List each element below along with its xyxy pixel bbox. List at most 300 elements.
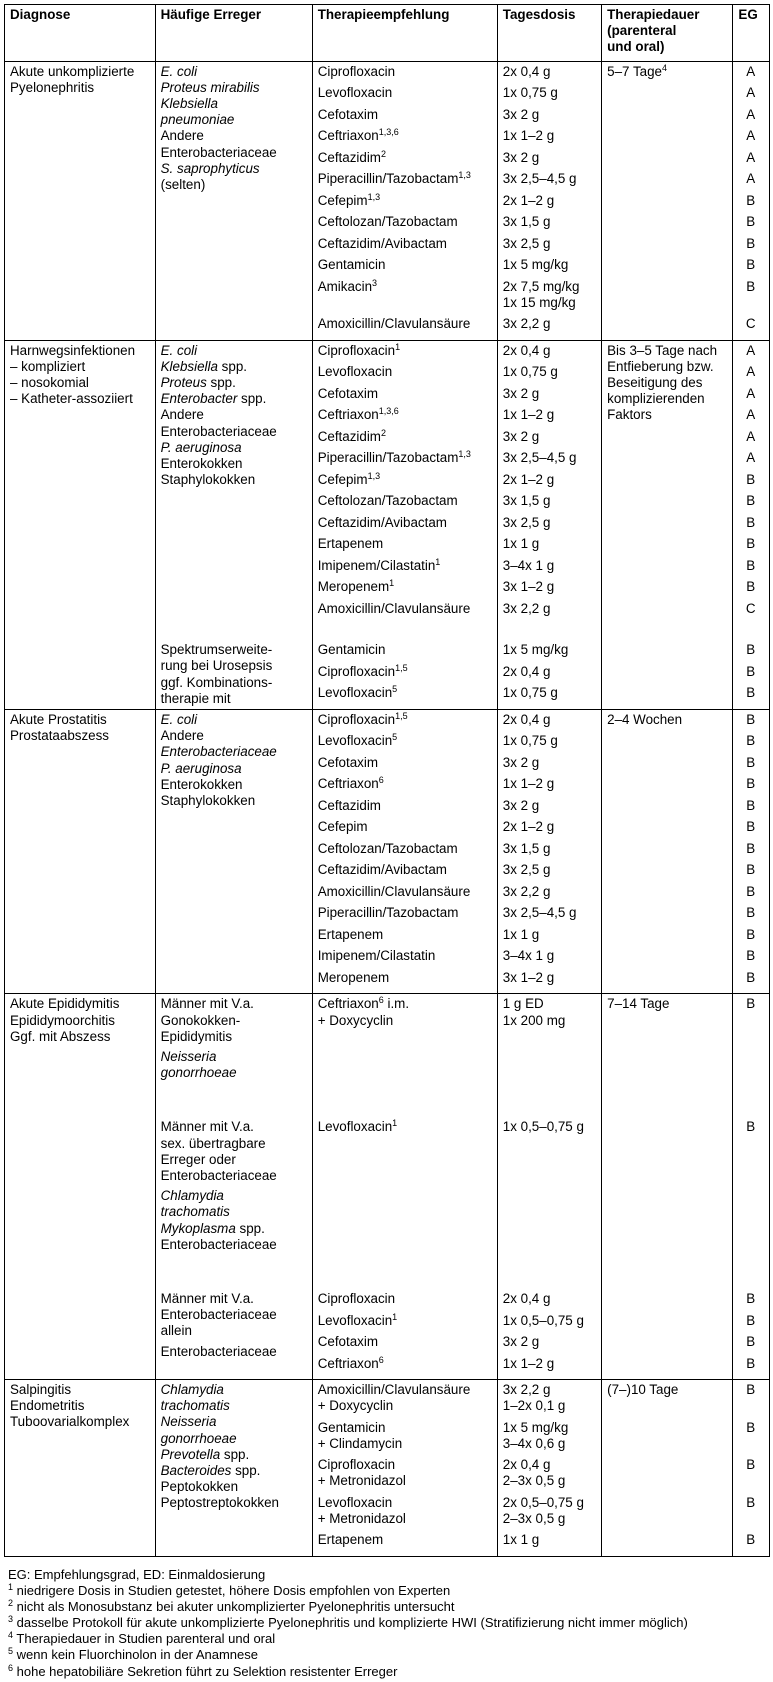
- drug-group: [318, 996, 491, 1028]
- eg-value: B: [746, 797, 756, 813]
- erreger-cell: [155, 1380, 312, 1557]
- erreger-group: [161, 996, 306, 1081]
- dose-line: 1x 1 g: [502, 1532, 540, 1548]
- drug-name: [318, 493, 491, 515]
- drug-label: Piperacillin/Tazobactam: [317, 905, 459, 921]
- erreger-line: [161, 128, 306, 144]
- erreger-cell: [155, 61, 312, 340]
- dose-line: 1x 1–2 g: [502, 407, 555, 423]
- drug-label: Amoxicillin/Clavulansäure: [317, 600, 471, 616]
- drug-name: [318, 85, 491, 107]
- dose-group: [503, 1532, 595, 1554]
- dose-line: 1x 0,75 g: [502, 85, 558, 101]
- erreger-name: Klebsiella: [160, 358, 218, 374]
- erreger-name: P. aeruginosa: [160, 439, 242, 455]
- spacer: [161, 1253, 306, 1291]
- drug-group: [318, 1119, 491, 1135]
- dose-line: 1x 1–2 g: [502, 1355, 555, 1371]
- footnote-number: 1: [8, 1582, 14, 1593]
- erreger-name: (selten): [160, 177, 206, 193]
- drug-name: [318, 279, 491, 317]
- drug-group: [318, 1420, 491, 1458]
- header-dauer: [602, 5, 733, 62]
- erreger-suffix: spp.: [239, 1220, 265, 1236]
- drug-line: + Clindamycin: [317, 1435, 403, 1451]
- drug-name: [318, 515, 491, 537]
- eg-value: B: [746, 257, 756, 273]
- drug-name: [318, 819, 491, 841]
- urosepsis-line: Spektrumserweite-: [160, 642, 273, 658]
- dose-line: 1x 1–2 g: [502, 128, 555, 144]
- eg-value: B: [746, 905, 756, 921]
- dose-line: 3x 2 g: [502, 754, 540, 770]
- header-dauer-sub1: (parenteral: [607, 23, 677, 39]
- drug-label: Ceftazidim: [317, 797, 381, 813]
- dose-line: 3x 2,2 g: [502, 1382, 551, 1398]
- dose-value: [503, 407, 595, 429]
- eg-value: A: [746, 342, 756, 358]
- drug-name: [318, 927, 491, 949]
- dose-value: [503, 493, 595, 515]
- eg-value: A: [746, 149, 756, 165]
- drug-name: [318, 214, 491, 236]
- drug-label: Ceftolozan/Tazobactam: [317, 493, 458, 509]
- drug-label: Cefotaxim: [317, 1334, 378, 1350]
- header-therapie: Therapieempfehlung: [312, 5, 497, 62]
- dose-line: 1x 0,5–0,75 g: [502, 1119, 584, 1135]
- eg-value: A: [746, 63, 756, 79]
- diagnose-line: Ggf. mit Abszess: [10, 1028, 111, 1044]
- drug-label: Ceftolozan/Tazobactam: [317, 840, 458, 856]
- dose-line: 2–3x 0,5 g: [502, 1473, 566, 1489]
- dose-line: 3x 1,5 g: [502, 840, 551, 856]
- dauer-cell: [602, 61, 733, 340]
- drug-line: Levofloxacin: [317, 1494, 393, 1510]
- dose-line: 2x 0,4 g: [502, 663, 551, 679]
- header-dauer-sub2: und oral): [607, 39, 665, 55]
- erreger-line: trachomatis: [160, 1204, 230, 1220]
- erreger-suffix: spp.: [217, 358, 247, 374]
- dose-value: [503, 150, 595, 172]
- dauer-line: Entfieberung bzw.: [607, 358, 714, 374]
- erreger-line: sex. übertragbare: [160, 1135, 266, 1151]
- erreger-name: P. aeruginosa: [160, 760, 242, 776]
- drug-label: Meropenem: [317, 579, 390, 595]
- spacer: [503, 1136, 595, 1291]
- eg-value: B: [746, 840, 756, 856]
- dose-line: 3x 2 g: [502, 797, 540, 813]
- drug-label: Ceftazidim: [317, 149, 381, 165]
- eg-value: A: [746, 450, 756, 466]
- footnote-number: 5: [8, 1646, 14, 1657]
- dose-line: 2x 1–2 g: [502, 471, 555, 487]
- dose-line: 1x 1 g: [502, 536, 540, 552]
- erreger-line: [161, 343, 306, 359]
- dose-line: 3x 2,5–4,5 g: [502, 171, 577, 187]
- drug-label: Cefotaxim: [317, 106, 378, 122]
- dose-line: 3x 1–2 g: [502, 969, 555, 985]
- eg-value: B: [746, 235, 756, 251]
- footnote-text: niedrigere Dosis in Studien getestet, höhere Dosis empfohlen von Experten: [13, 1583, 451, 1599]
- drug-label: Ciprofloxacin: [317, 711, 396, 727]
- drug-line: [318, 1119, 491, 1135]
- drug-name: [318, 193, 491, 215]
- dosis-cell: [497, 1380, 601, 1557]
- footnote-ref: 3: [372, 277, 378, 288]
- dose-line: 1x 5 mg/kg: [502, 642, 569, 658]
- diagnose-line: Endometritis: [10, 1398, 85, 1414]
- drug-label: Ceftazidim/Avibactam: [317, 862, 447, 878]
- dauer-cell: [602, 340, 733, 709]
- dose-value: [503, 819, 595, 841]
- drug-name: [318, 579, 491, 601]
- drug-label: Ciprofloxacin: [317, 63, 396, 79]
- spacer: [503, 622, 595, 642]
- section-row: [5, 61, 770, 340]
- spacer: [161, 1081, 306, 1119]
- erreger-line: [161, 761, 306, 777]
- drug-line: [318, 1013, 491, 1029]
- dose-value: [503, 171, 595, 193]
- erreger-line: Enterobacteriaceae: [160, 1236, 277, 1252]
- erreger-name: Enterobacteriaceae: [160, 144, 277, 160]
- drug-line: + Doxycyclin: [317, 1398, 394, 1414]
- section-row: [5, 994, 770, 1380]
- drug-name: [318, 776, 491, 798]
- footnotes: [8, 1567, 768, 1680]
- drug-label: Levofloxacin: [317, 1312, 393, 1328]
- therapie-cell: [312, 340, 497, 709]
- erreger-line: Männer mit V.a.: [160, 1119, 254, 1135]
- footnote-text: nicht als Monosubstanz bei akuter unkomplizierter Pyelonephritis untersucht: [13, 1599, 455, 1615]
- table-body: [5, 61, 770, 1556]
- drug-label: Gentamicin: [317, 257, 386, 273]
- dose-line: 3x 1–2 g: [502, 579, 555, 595]
- drug-group: [318, 1457, 491, 1495]
- drug-label: Ceftriaxon: [317, 776, 379, 792]
- erreger-name: E. coli: [160, 342, 198, 358]
- erreger-cell: [155, 340, 312, 709]
- dose-line: 3x 2 g: [502, 385, 540, 401]
- drug-name: [318, 386, 491, 408]
- eg-value: B: [746, 557, 756, 573]
- drug-label: Ceftazidim/Avibactam: [317, 235, 447, 251]
- eg-value: A: [746, 171, 756, 187]
- footnote-line: [8, 1583, 768, 1599]
- eg-value: B: [746, 996, 756, 1012]
- drug-name: [318, 884, 491, 906]
- dose-value: [503, 927, 595, 949]
- dose-value: [503, 1291, 595, 1313]
- spacer: [318, 1029, 491, 1120]
- eg-cell: [733, 994, 770, 1380]
- erreger-line: [161, 1414, 306, 1430]
- erreger-name: Enterokokken: [160, 776, 243, 792]
- eg-value: B: [746, 1494, 756, 1510]
- drug-name: [318, 450, 491, 472]
- footnote-ref: 6: [378, 775, 384, 786]
- drug-label: Cefepim: [317, 471, 368, 487]
- erreger-line: Männer mit V.a.: [160, 1291, 254, 1307]
- drug-label: Gentamicin: [317, 642, 386, 658]
- eg-value: B: [746, 192, 756, 208]
- dauer-cell: [602, 709, 733, 994]
- erreger-italic-block: [161, 1049, 306, 1081]
- dose-line: 3x 2,2 g: [502, 600, 551, 616]
- dose-value: [503, 905, 595, 927]
- dosis-cell: [497, 61, 601, 340]
- erreger-line: [161, 440, 306, 456]
- footnote-line: [8, 1567, 768, 1583]
- erreger-name: Chlamydia: [160, 1382, 224, 1398]
- footnote-ref: 1: [392, 1311, 398, 1322]
- footnote-text: wenn kein Fluorchinolon in der Anamnese: [13, 1647, 258, 1663]
- eg-value: B: [746, 819, 756, 835]
- eg-value: A: [746, 364, 756, 380]
- drug-label: Ertapenem: [317, 926, 384, 942]
- drug-line: Ertapenem: [317, 1532, 384, 1548]
- dose-line: 2x 7,5 mg/kg: [502, 278, 580, 294]
- footnote-text: dasselbe Protokoll für akute unkomplizierte Pyelonephritis und komplizierte HWI (Stratifizierung nicht immer möglich): [13, 1615, 688, 1631]
- eg-value: B: [746, 642, 756, 658]
- dose-line: 1–2x 0,1 g: [502, 1398, 566, 1414]
- dose-value: [503, 948, 595, 970]
- erreger-name: Enterobacteriaceae: [160, 744, 277, 760]
- dose-value: [503, 798, 595, 820]
- erreger-name: Klebsiella: [160, 96, 218, 112]
- therapy-table: [4, 4, 770, 1557]
- erreger-name: Andere: [160, 128, 204, 144]
- dose-value: [503, 776, 595, 798]
- eg-value: B: [746, 733, 756, 749]
- footnote-line: [8, 1664, 768, 1680]
- dose-line: 3x 2 g: [502, 428, 540, 444]
- eg-cell: [733, 709, 770, 994]
- footnote-text: hohe hepatobiliäre Sekretion führt zu Selektion resistenter Erreger: [13, 1663, 398, 1679]
- drug-label: Ciprofloxacin: [317, 342, 396, 358]
- dose-line: 2–3x 0,5 g: [502, 1510, 566, 1526]
- erreger-line: [161, 793, 306, 809]
- drug-label: Cefepim: [317, 192, 368, 208]
- dose-line: 1x 5 mg/kg: [502, 257, 569, 273]
- footnote-line: [8, 1647, 768, 1663]
- footnote-ref: 6: [378, 1354, 384, 1365]
- dose-line: 2x 1–2 g: [502, 192, 555, 208]
- dose-value: [503, 128, 595, 150]
- drug-label: + Doxycyclin: [317, 1012, 394, 1028]
- dose-value: [503, 193, 595, 215]
- eg-value: B: [746, 862, 756, 878]
- dose-line: 3–4x 1 g: [502, 557, 555, 573]
- footnote-ref: 2: [380, 148, 386, 159]
- dauer-text: 5–7 Tage: [607, 63, 662, 79]
- diagnose-cell: [5, 994, 156, 1380]
- dosis-cell: [497, 340, 601, 709]
- eg-value: B: [746, 754, 756, 770]
- erreger-suffix: spp.: [237, 391, 267, 407]
- eg-cell: [733, 61, 770, 340]
- dose-line: 2x 0,4 g: [502, 63, 551, 79]
- dosis-cell: [497, 709, 601, 994]
- erreger-line: [161, 161, 306, 177]
- dose-line: 3x 2,2 g: [502, 883, 551, 899]
- dauer-line: Bis 3–5 Tage nach: [607, 342, 718, 358]
- diagnose-cell: [5, 709, 156, 994]
- eg-value: B: [746, 1382, 756, 1398]
- drug-name: [318, 841, 491, 863]
- spacer: [318, 1136, 491, 1291]
- dose-line: 3–4x 0,6 g: [502, 1435, 566, 1451]
- dose-line: 2x 0,4 g: [502, 1291, 551, 1307]
- erreger-line: [161, 1398, 306, 1414]
- erreger-line: Epididymitis: [160, 1028, 233, 1044]
- dose-value: [503, 733, 595, 755]
- dauer-line: [607, 64, 726, 80]
- drug-label: Amikacin: [317, 278, 373, 294]
- erreger-name: pneumoniae: [160, 112, 235, 128]
- erreger-line: [161, 80, 306, 96]
- erreger-name: S. saprophyticus: [160, 160, 260, 176]
- drug-name: [318, 407, 491, 429]
- diagnose-line: Harnwegsinfektionen: [10, 342, 136, 358]
- dose-value: [503, 364, 595, 386]
- drug-group: [318, 1382, 491, 1420]
- dose-value: [503, 685, 595, 707]
- erreger-cell: [155, 709, 312, 994]
- dose-line: 3x 2 g: [502, 106, 540, 122]
- dose-value: [503, 1356, 595, 1378]
- erreger-line: [161, 359, 306, 375]
- drug-line: Ciprofloxacin: [317, 1457, 396, 1473]
- dose-line: 1x 0,75 g: [502, 733, 558, 749]
- erreger-name: Peptostreptokokken: [160, 1495, 279, 1511]
- erreger-line: [161, 777, 306, 793]
- header-erreger: Häufige Erreger: [155, 5, 312, 62]
- drug-label: Ceftazidim: [317, 428, 381, 444]
- dose-value: [503, 884, 595, 906]
- erreger-line: [161, 1447, 306, 1463]
- therapie-cell: [312, 61, 497, 340]
- erreger-line: [161, 456, 306, 472]
- drug-name: [318, 343, 491, 365]
- dose-value: [503, 841, 595, 863]
- drug-name: [318, 1356, 491, 1378]
- drug-label: Ceftriaxon: [317, 128, 379, 144]
- urosepsis-line: rung bei Urosepsis: [160, 658, 273, 674]
- header-dauer-title: Therapiedauer: [607, 7, 700, 22]
- erreger-line: [161, 1495, 306, 1511]
- diagnose-cell: [5, 340, 156, 709]
- diagnose-cell: [5, 1380, 156, 1557]
- erreger-name: E. coli: [160, 711, 198, 727]
- footnote-text: Therapiedauer in Studien parenteral und oral: [13, 1631, 276, 1647]
- erreger-line: [161, 1382, 306, 1398]
- urosepsis-line: ggf. Kombinations-: [160, 674, 273, 690]
- section-row: [5, 709, 770, 994]
- drug-name: [318, 798, 491, 820]
- footnote-ref: 1,3,6: [378, 406, 399, 417]
- drug-name: [318, 257, 491, 279]
- dose-line: 3x 2,5–4,5 g: [502, 450, 577, 466]
- erreger-line: Enterobacteriaceae: [160, 1343, 277, 1359]
- erreger-name: Peptokokken: [160, 1479, 239, 1495]
- eg-value: B: [746, 969, 756, 985]
- dose-value: [503, 343, 595, 365]
- dose-line: 1 g ED: [502, 996, 544, 1012]
- erreger-line: Gonokokken-: [160, 1012, 241, 1028]
- diagnose-line: Epididymoorchitis: [10, 1012, 115, 1028]
- eg-value: B: [746, 1457, 756, 1473]
- footnote-ref: 1,3,6: [378, 127, 399, 138]
- drug-route: i.m.: [383, 996, 410, 1012]
- erreger-name: Enterobacter: [160, 391, 238, 407]
- erreger-name: Proteus: [160, 375, 207, 391]
- erreger-name: Prevotella: [160, 1446, 221, 1462]
- dose-line: 1x 0,75 g: [502, 364, 558, 380]
- dose-value: [503, 755, 595, 777]
- drug-label: Amoxicillin/Clavulansäure: [317, 316, 471, 332]
- diagnose-line: – kompliziert: [10, 358, 86, 374]
- dose-line: 2x 0,4 g: [502, 711, 551, 727]
- dose-line: 1x 1 g: [502, 926, 540, 942]
- drug-name: [318, 970, 491, 992]
- section-row: [5, 340, 770, 709]
- drug-label: Ciprofloxacin: [317, 663, 396, 679]
- dauer-line: 7–14 Tage: [607, 996, 670, 1012]
- footnote-line: [8, 1631, 768, 1647]
- footnote-number: 6: [8, 1662, 14, 1673]
- dose-group: [503, 996, 595, 1028]
- erreger-name: trachomatis: [160, 1398, 230, 1414]
- diagnose-line: Akute Prostatitis: [10, 711, 107, 727]
- eg-value: B: [746, 1419, 756, 1435]
- drug-label: Ceftazidim/Avibactam: [317, 514, 447, 530]
- footnote-ref: 2: [380, 427, 386, 438]
- dauer-line: komplizierenden: [607, 391, 705, 407]
- drug-name: [318, 755, 491, 777]
- eg-value: B: [746, 1355, 756, 1371]
- erreger-line: Mykoplasma: [160, 1220, 236, 1236]
- drug-name: [318, 948, 491, 970]
- footnote-ref: 1,3: [458, 170, 471, 181]
- drug-group: [318, 1495, 491, 1533]
- footnote-ref: 5: [392, 684, 398, 695]
- dauer-line: (7–)10 Tage: [607, 1382, 679, 1398]
- erreger-line: [161, 1479, 306, 1495]
- dose-value: [503, 214, 595, 236]
- footnote-ref: 1,3: [367, 470, 381, 481]
- dose-value: [503, 450, 595, 472]
- footnote-number: 2: [8, 1598, 14, 1609]
- drug-name: [318, 364, 491, 386]
- eg-value: A: [746, 85, 756, 101]
- eg-cell: [733, 1380, 770, 1557]
- erreger-name: Andere: [160, 728, 204, 744]
- header-diagnose: Diagnose: [5, 5, 156, 62]
- spacer: [318, 622, 491, 642]
- drug-label: Ertapenem: [317, 536, 384, 552]
- footnote-line: [8, 1615, 768, 1631]
- footnote-ref: 1,5: [395, 662, 408, 673]
- eg-value: B: [746, 579, 756, 595]
- drug-name: [318, 712, 491, 734]
- erreger-line: Erreger oder: [160, 1151, 236, 1167]
- therapie-cell: [312, 709, 497, 994]
- dauer-line: 2–4 Wochen: [607, 711, 683, 727]
- erreger-name: Proteus mirabilis: [160, 79, 260, 95]
- erreger-line: Männer mit V.a.: [160, 996, 254, 1012]
- spacer: [738, 622, 763, 642]
